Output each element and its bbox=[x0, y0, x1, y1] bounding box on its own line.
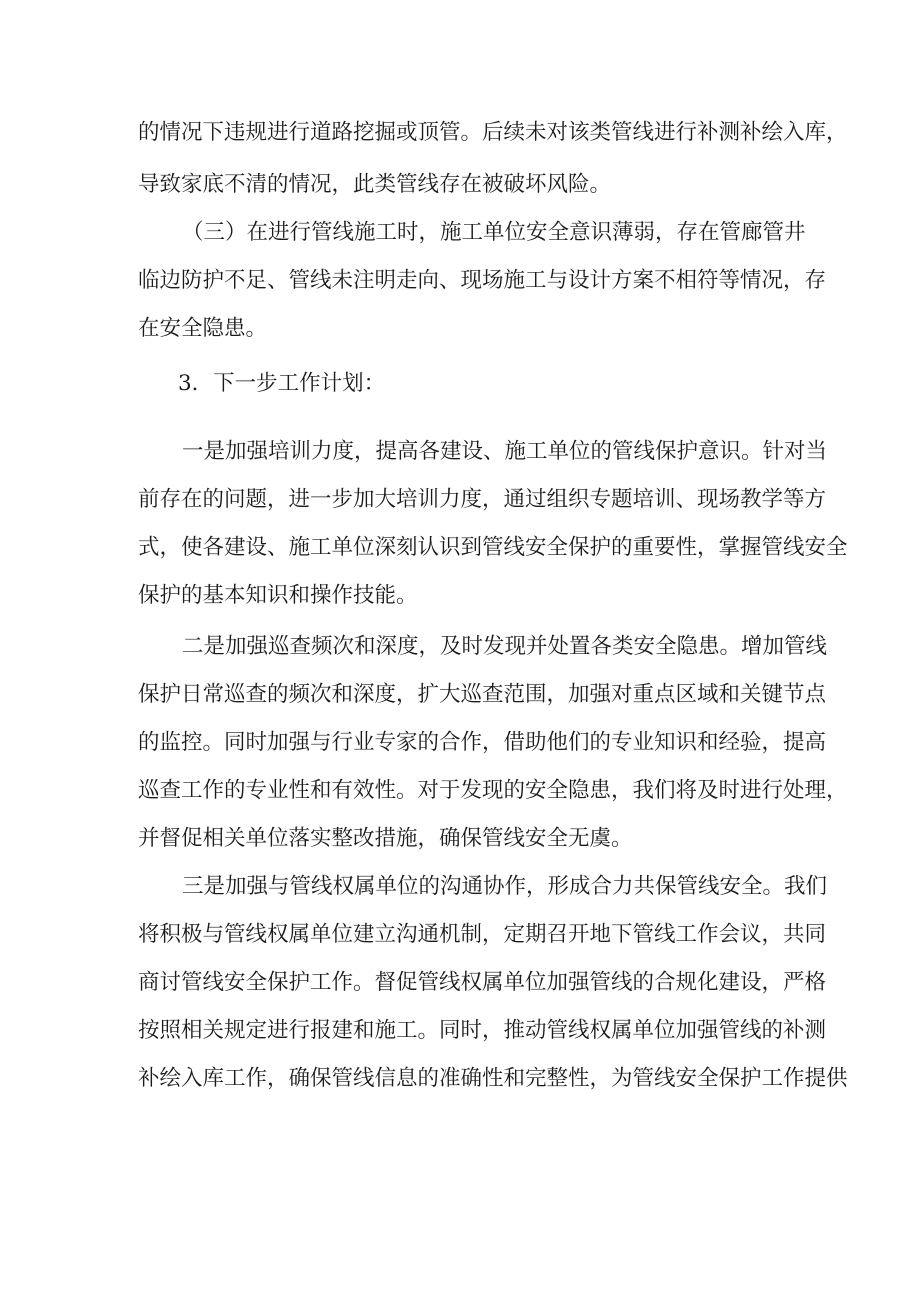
p4-line-4: 巡查工作的专业性和有效性。对于发现的安全隐患，我们将及时进行处理， bbox=[138, 778, 848, 803]
p3-line-3: 式，使各建设、施工单位深刻认识到管线安全保护的重要性，掌握管线安全 bbox=[138, 535, 848, 560]
p1-line-2: 导致家底不清的情况，此类管线存在被破坏风险。 bbox=[138, 172, 612, 197]
p5-line-5: 补绘入库工作，确保管线信息的准确性和完整性，为管线安全保护工作提供 bbox=[138, 1066, 848, 1091]
p4-line-1: 二是加强巡查频次和深度，及时发现并处置各类安全隐患。增加管线 bbox=[182, 634, 828, 659]
p4-line-2: 保护日常巡查的频次和深度，扩大巡查范围，加强对重点区域和关键节点 bbox=[138, 682, 827, 707]
section-heading: 3．下一步工作计划： bbox=[178, 371, 386, 396]
p5-line-1: 三是加强与管线权属单位的沟通协作，形成合力共保管线安全。我们 bbox=[182, 874, 828, 899]
p4-line-3: 的监控。同时加强与行业专家的合作，借助他们的专业知识和经验，提高 bbox=[138, 730, 827, 755]
p5-line-3: 商讨管线安全保护工作。督促管线权属单位加强管线的合规化建设，严格 bbox=[138, 970, 827, 995]
p3-line-1: 一是加强培训力度，提高各建设、施工单位的管线保护意识。针对当 bbox=[182, 439, 828, 464]
p4-line-5: 并督促相关单位落实整改措施，确保管线安全无虞。 bbox=[138, 826, 633, 851]
p2-line-3: 在安全隐患。 bbox=[138, 316, 268, 341]
p2-line-1: （三）在进行管线施工时，施工单位安全意识薄弱，存在管廊管井 bbox=[182, 220, 806, 245]
p5-line-2: 将积极与管线权属单位建立沟通机制，定期召开地下管线工作会议，共同 bbox=[138, 922, 827, 947]
p3-line-2: 前存在的问题，进一步加大培训力度，通过组织专题培训、现场教学等方 bbox=[138, 487, 827, 512]
p5-line-4: 按照相关规定进行报建和施工。同时，推动管线权属单位加强管线的补测 bbox=[138, 1018, 827, 1043]
p2-line-2: 临边防护不足、管线未注明走向、现场施工与设计方案不相符等情况，存 bbox=[138, 268, 827, 293]
p1-line-1: 的情况下违规进行道路挖掘或顶管。后续未对该类管线进行补测补绘入库， bbox=[138, 120, 848, 145]
p3-line-4: 保护的基本知识和操作技能。 bbox=[138, 583, 418, 608]
